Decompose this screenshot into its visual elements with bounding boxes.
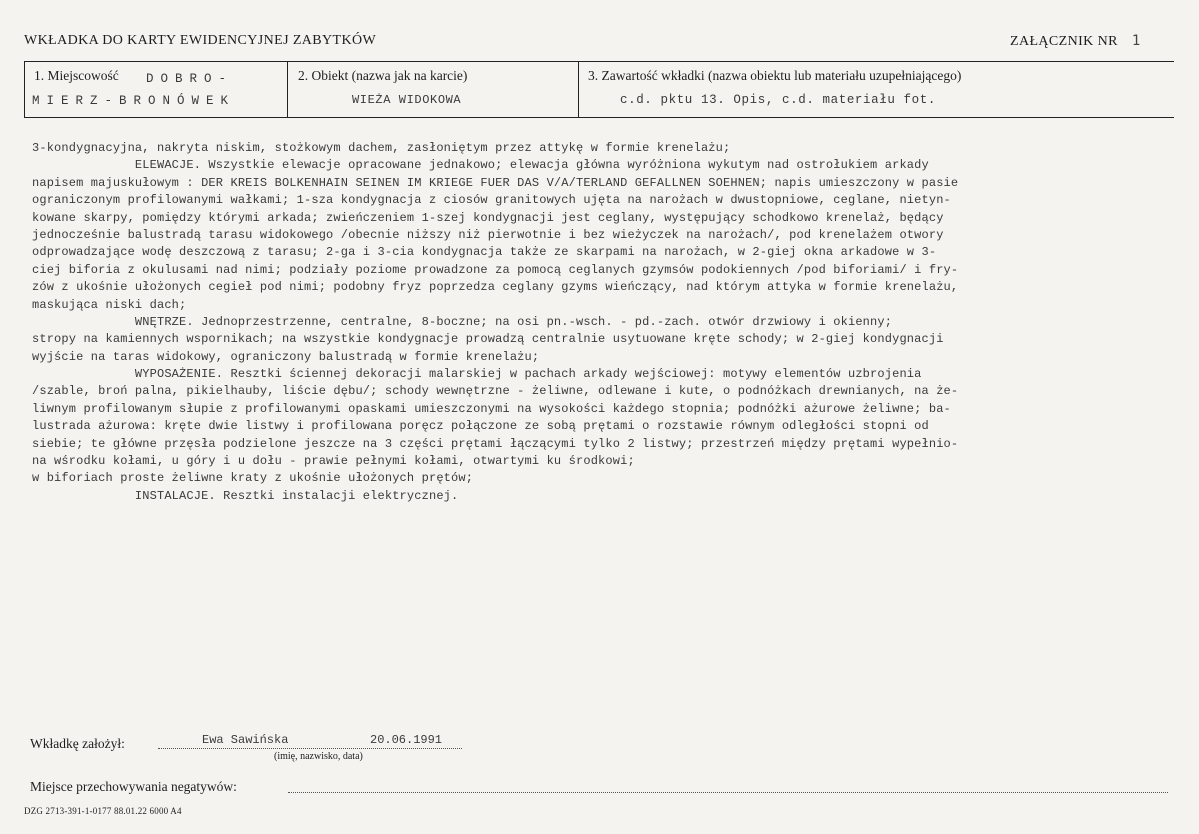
attachment-number-label — [1010, 33, 1141, 50]
locality-label: 1. Miejscowość — [34, 68, 119, 83]
form-title: WKŁADKA DO KARTY EWIDENCYJNEJ ZABYTKÓW — [24, 33, 377, 48]
description-line: siebie; te główne przęsła podzielone jeszcze na 3 części prętami łączącymi tylko 2 listwy; przestrzeń między prętami wypełnio- — [32, 436, 959, 451]
description-line: wyjście na taras widokowy, ograniczony balustradą w formie krenelażu; — [32, 349, 540, 364]
object-value: WIEŻA WIDOKOWA — [352, 93, 462, 107]
description-line: ciej biforia z okulusami nad nimi; podziały poziome prowadzone za pomocą ceglanych gzymsów podokiennych /pod biforiami/ i fry- — [32, 262, 959, 277]
column-divider-2 — [578, 61, 579, 117]
created-by-label: Wkładkę założył: — [30, 736, 125, 751]
description-line: na wśrodku kołami, u góry i u dołu - prawie pełnymi kołami, otwartymi ku środkowi; — [32, 454, 635, 469]
created-by-hint: (imię, nazwisko, data) — [274, 751, 363, 762]
description-line: kowane skarpy, pomiędzy którymi arkada; zwieńczeniem 1-szej kondygnacji jest ceglany, występujący schodkowo krenelaż, będący — [32, 210, 944, 225]
description-line: zów z ukośnie ułożonych cegieł pod nimi; podobny fryz poprzedza ceglany gzyms wieńczący, nad którym attyka w formie krenelażu, — [32, 280, 959, 295]
contents-label: 3. Zawartość wkładki (nazwa obiektu lub materiału uzupełniającego) — [588, 68, 962, 83]
column-divider-left — [24, 61, 25, 117]
description-line: liwnym profilowanym słupie z profilowanymi opaskami umieszczonymi na wysokości każdego stopnia; podnóżki ażurowe żeliwne; ba- — [32, 401, 951, 416]
description-line: ELEWACJE. Wszystkie elewacje opracowane jednakowo; elewacja główna wyróżniona wykutym nad ostrołukiem arkady — [32, 158, 929, 173]
description-line: stropy na kamiennych wspornikach; na wszystkie kondygnacje prowadzą centralnie usytuowane kręte schody; w 2-giej kondygnacji — [32, 332, 944, 347]
description-line: odprowadzające wodę deszczową z tarasu; 2-ga i 3-cia kondygnacja także ze skarpami na narożach, w 2-giej okna arkadowe w 3- — [32, 245, 937, 260]
description-line: 3-kondygnacyjna, nakryta niskim, stożkowym dachem, zasłoniętym przez attykę w formie krenelażu; — [32, 141, 731, 155]
description-line: maskująca niski dach; — [32, 297, 187, 312]
negatives-location-label: Miejsce przechowywania negatywów: — [30, 779, 237, 794]
column-divider-1 — [287, 61, 288, 117]
locality-value-line1: DOBRO- — [146, 72, 234, 86]
description-line: ograniczonym profilowanymi wałkami; 1-sza kondygnacja z ciosów granitowych ujęta na narożach w dwustopniowe, ceglane, nietyn- — [32, 193, 951, 208]
description-line: WYPOSAŻENIE. Resztki ściennej dekoracji malarskiej w pachach arkady wejściowej: motywy elementów uzbrojenia — [32, 367, 922, 382]
description-line: /szable, broń palna, pikielhauby, liście dębu/; schody wewnętrzne - żeliwne, odlewane i kute, o podnóżkach drewnianych, na że- — [32, 384, 959, 399]
description-line: INSTALACJE. Resztki instalacji elektrycznej. — [32, 488, 459, 503]
attachment-number: 1 — [1131, 33, 1141, 49]
created-date: 20.06.1991 — [370, 733, 443, 747]
description-text — [32, 140, 1172, 505]
description-line: napisem majuskułowym : DER KREIS BOLKENHAIN SEINEN IM KRIEGE FUER DAS V/A/TERLAND GEFALLNEN SOEHNEN; napis umieszczony w pasie — [32, 175, 959, 190]
object-label: 2. Obiekt (nazwa jak na karcie) — [298, 68, 468, 83]
description-line: w biforiach proste żeliwne kraty z ukośnie ułożonych prętów; — [32, 471, 474, 486]
description-line: jednocześnie balustradą tarasu widokowego /obecnie niższy niż pierwotnie i bez wieżyczek na narożach/, pod krenelażem otwory — [32, 227, 944, 242]
attachment-label: ZAŁĄCZNIK NR — [1010, 34, 1118, 49]
created-by-line — [158, 748, 462, 749]
print-code: DZG 2713-391-1-0177 88.01.22 6000 A4 — [24, 806, 182, 816]
header-top-rule — [24, 61, 1174, 62]
negatives-location-line — [288, 792, 1168, 793]
header-bottom-rule — [24, 117, 1174, 118]
locality-value-line2: MIERZ-BRONÓWEK — [32, 94, 236, 108]
description-line: lustrada ażurowa: kręte dwie listwy i profilowana poręcz połączone ze sobą prętami o rozstawie równym odległości stopni od — [32, 419, 929, 434]
contents-value: c.d. pktu 13. Opis, c.d. materiału fot. — [620, 93, 936, 107]
created-by-name: Ewa Sawińska — [202, 733, 289, 747]
description-line: WNĘTRZE. Jednoprzestrzenne, centralne, 8-boczne; na osi pn.-wsch. - pd.-zach. otwór drzwiowy i okienny; — [32, 314, 893, 329]
